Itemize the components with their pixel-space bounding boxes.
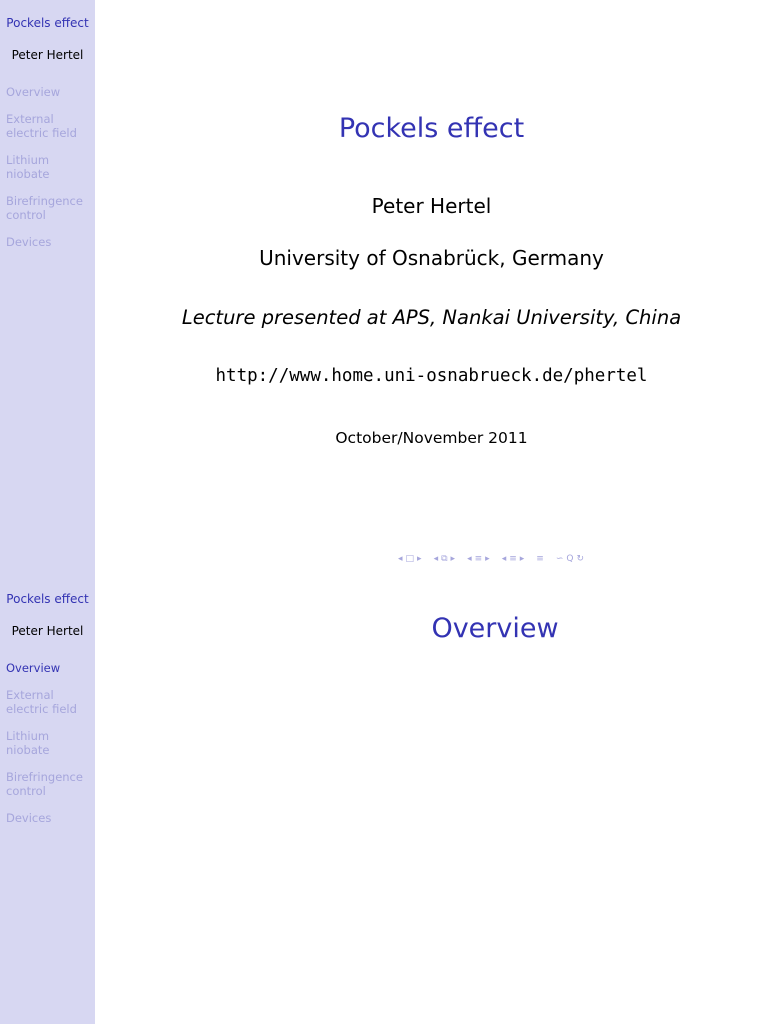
sidebar bbox=[0, 575, 95, 1024]
slide-nav-icon[interactable]: □ bbox=[405, 554, 415, 564]
sidebar-item-devices[interactable]: Devices bbox=[6, 235, 52, 249]
section-nav-icon[interactable]: ≡ bbox=[509, 554, 517, 564]
frame-nav-icon[interactable]: ⧉ bbox=[441, 554, 448, 564]
sidebar-item-external-electric-field[interactable]: External electric field bbox=[6, 112, 77, 140]
nav-left-arrow-icon[interactable]: ◂ bbox=[433, 554, 439, 564]
author-name: Peter Hertel bbox=[371, 194, 492, 218]
institute: University of Osnabrück, Germany bbox=[259, 246, 604, 270]
sidebar-nav bbox=[6, 661, 92, 838]
presentation-title: Pockels effect bbox=[338, 113, 525, 144]
sidebar-nav bbox=[6, 85, 92, 262]
sidebar-author: Peter Hertel bbox=[11, 624, 84, 638]
sidebar-item-birefringence-control[interactable]: Birefringence control bbox=[6, 770, 83, 798]
sidebar bbox=[0, 0, 95, 575]
frame-title: Overview bbox=[431, 613, 559, 644]
lecture-note: Lecture presented at APS, Nankai University, China bbox=[181, 306, 682, 329]
sidebar-author: Peter Hertel bbox=[11, 48, 84, 62]
nav-right-arrow-icon[interactable]: ▸ bbox=[450, 554, 456, 564]
nav-left-arrow-icon[interactable]: ◂ bbox=[467, 554, 472, 564]
nav-left-arrow-icon[interactable]: ◂ bbox=[398, 554, 403, 564]
nav-right-arrow-icon[interactable]: ▸ bbox=[417, 554, 422, 564]
nav-right-arrow-icon[interactable]: ▸ bbox=[485, 554, 490, 564]
subsection-nav-icon[interactable]: ≡ bbox=[474, 554, 483, 564]
refresh-icon[interactable]: ↻ bbox=[576, 554, 585, 564]
sidebar-item-lithium-niobate[interactable]: Lithium niobate bbox=[6, 729, 50, 757]
nav-left-arrow-icon[interactable]: ◂ bbox=[501, 554, 507, 564]
sidebar-item-external-electric-field[interactable]: External electric field bbox=[6, 688, 77, 716]
search-icon[interactable]: Q bbox=[566, 554, 574, 564]
sidebar-item-lithium-niobate[interactable]: Lithium niobate bbox=[6, 153, 50, 181]
sidebar-item-overview[interactable]: Overview bbox=[6, 661, 61, 675]
sidebar-item-birefringence-control[interactable]: Birefringence control bbox=[6, 194, 83, 222]
sidebar-item-devices[interactable]: Devices bbox=[6, 811, 52, 825]
beamer-navigation-bar bbox=[398, 554, 668, 564]
document-nav-icon[interactable]: ≡ bbox=[536, 554, 544, 564]
nav-right-arrow-icon[interactable]: ▸ bbox=[519, 554, 525, 564]
back-forward-icon[interactable]: ∽ bbox=[555, 554, 564, 564]
sidebar-title[interactable]: Pockels effect bbox=[6, 16, 89, 30]
homepage-url[interactable]: http://www.home.uni-osnabrueck.de/phertel bbox=[215, 366, 648, 386]
overview-slide bbox=[0, 575, 768, 1024]
sidebar-title[interactable]: Pockels effect bbox=[6, 592, 89, 606]
slide-content bbox=[95, 0, 768, 575]
presentation-date: October/November 2011 bbox=[335, 429, 528, 447]
sidebar-item-overview[interactable]: Overview bbox=[6, 85, 61, 99]
